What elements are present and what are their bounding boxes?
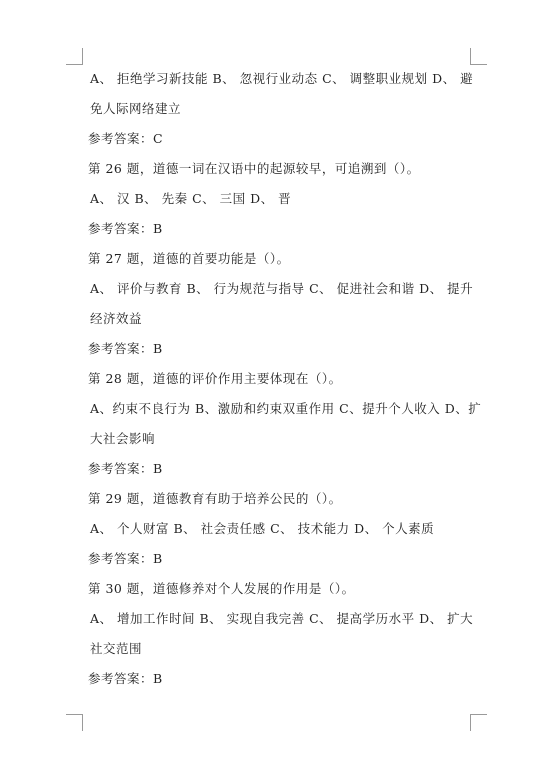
question-text: 第 29 题，道德教育有助于培养公民的（）。: [88, 491, 342, 506]
question-text: 第 26 题，道德一词在汉语中的起源较早，可追溯到（）。: [88, 161, 420, 176]
question-options-line: A、约束不良行为 B、激励和约束双重作用 C、提升个人收入 D、扩: [90, 401, 482, 416]
question-options-line: 经济效益: [90, 311, 143, 326]
question-options-line: A、 拒绝学习新技能 B、 忽视行业动态 C、 调整职业规划 D、 避: [90, 71, 474, 86]
question-options-line: A、 个人财富 B、 社会责任感 C、 技术能力 D、 个人素质: [90, 521, 435, 536]
page-corner-mark-top-right: [470, 48, 487, 65]
answer-line: 参考答案：B: [88, 551, 163, 566]
answer-line: 参考答案：C: [88, 131, 164, 146]
page-content: [88, 64, 482, 694]
answer-line: 参考答案：B: [88, 341, 163, 356]
question-options-line: 免人际网络建立: [90, 101, 182, 116]
question-options-line: A、 汉 B、 先秦 C、 三国 D、 晋: [90, 191, 292, 206]
answer-line: 参考答案：B: [88, 671, 163, 686]
question-options-line: 社交范围: [90, 641, 143, 656]
question-options-line: A、 增加工作时间 B、 实现自我完善 C、 提高学历水平 D、 扩大: [90, 611, 474, 626]
page-corner-mark-bottom-left: [66, 714, 83, 731]
question-options-line: A、 评价与教育 B、 行为规范与指导 C、 促进社会和谐 D、 提升: [90, 281, 474, 296]
question-text: 第 27 题，道德的首要功能是（）。: [88, 251, 290, 266]
question-text: 第 30 题，道德修养对个人发展的作用是（）。: [88, 581, 355, 596]
answer-line: 参考答案：B: [88, 461, 163, 476]
question-options-line: 大社会影响: [90, 431, 156, 446]
answer-line: 参考答案：B: [88, 221, 163, 236]
page-corner-mark-top-left: [66, 48, 83, 65]
question-text: 第 28 题，道德的评价作用主要体现在（）。: [88, 371, 342, 386]
page-corner-mark-bottom-right: [470, 714, 487, 731]
